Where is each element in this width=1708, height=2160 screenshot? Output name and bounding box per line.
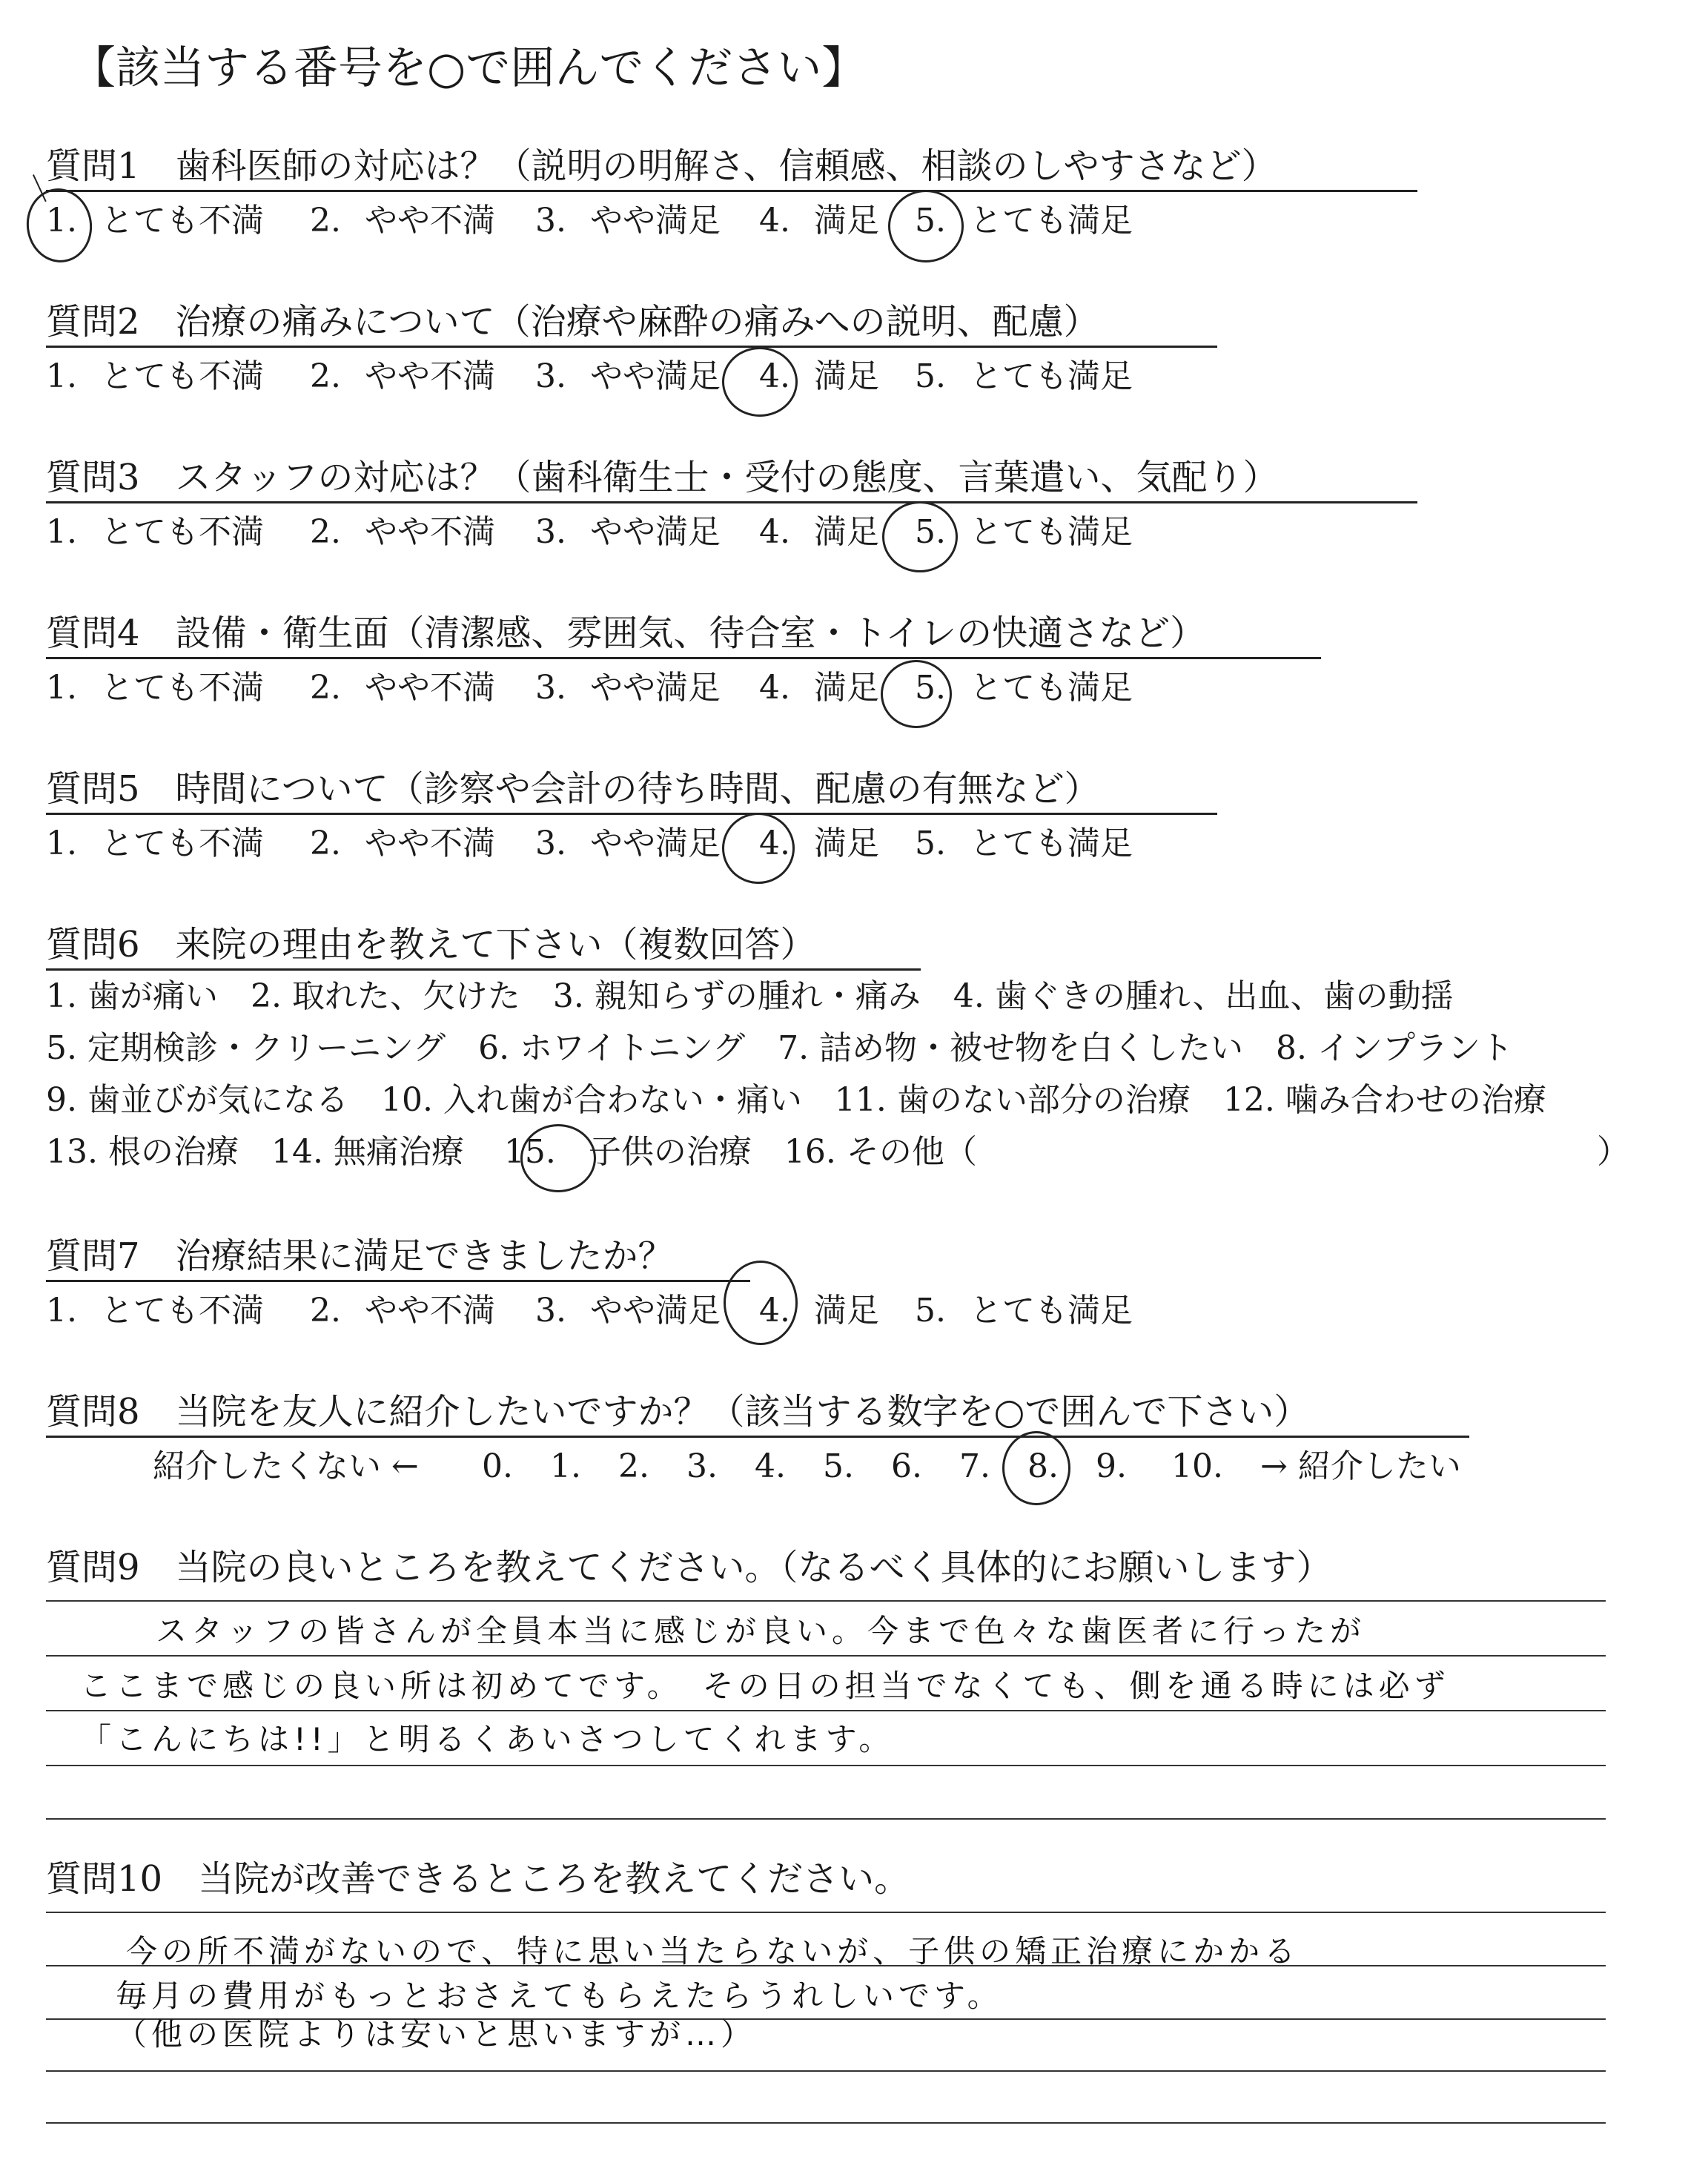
option-5-number[interactable]: 5. — [915, 513, 946, 551]
question-1-underline — [46, 190, 1417, 192]
question-8-underline — [46, 1436, 1469, 1438]
option-1-number[interactable]: 1. — [46, 513, 77, 551]
answer-rule — [46, 1655, 1606, 1657]
answer-rule — [46, 1765, 1606, 1766]
option-5-number[interactable]: 5. — [915, 825, 946, 862]
option-1-label: とても不満 — [101, 202, 264, 240]
question-4-label: 質問4 設備・衛生面（清潔感、雰囲気、待合室・トイレの快適さなど） — [46, 612, 1206, 654]
option-4-number[interactable]: 4. — [759, 513, 790, 551]
answer-10-line-2[interactable]: 毎月の費用がもっとおさえてもらえたらうれしいです。 — [116, 1978, 1003, 2014]
option-1-label: とても不満 — [101, 1292, 264, 1330]
question-5-underline — [46, 813, 1217, 815]
option-3-label: やや満足 — [590, 825, 721, 862]
option-5-number[interactable]: 5. — [915, 202, 946, 240]
option-3-number[interactable]: 3. — [535, 202, 566, 240]
question-6-row-3[interactable]: 9. 歯並びが気になる 10. 入れ歯が合わない・痛い 11. 歯のない部分の治療 12. 噛み合わせの治療 — [46, 1081, 1546, 1119]
question-9-label: 質問9 当院の良いところを教えてください。（なるべく具体的にお願いします） — [46, 1547, 1332, 1588]
option-4-label: 満足 — [814, 357, 879, 395]
option-15-number[interactable]: 15. — [503, 1133, 556, 1171]
answer-rule — [46, 1710, 1606, 1711]
handwritten-circle-q7-4 — [724, 1261, 798, 1345]
question-8-label: 質問8 当院を友人に紹介したいですか？（該当する数字を○で囲んで下さい） — [46, 1391, 1310, 1433]
answer-9-line-3[interactable]: 「こんにちは!!」と明るくあいさつしてくれます。 — [80, 1721, 895, 1757]
handwritten-circle-q6-15 — [520, 1124, 596, 1192]
option-4-label: 満足 — [814, 513, 879, 551]
question-4-underline — [46, 657, 1321, 659]
scale-left-label: 紹介したくない ← — [153, 1447, 419, 1485]
option-4-number[interactable]: 4. — [759, 202, 790, 240]
handwritten-circle-q5-4 — [722, 813, 795, 884]
scale-1[interactable]: 1. — [550, 1447, 581, 1485]
scale-7[interactable]: 7. — [959, 1447, 990, 1485]
scale-6[interactable]: 6. — [891, 1447, 922, 1485]
option-1-number[interactable]: 1. — [46, 357, 77, 395]
answer-10-line-3[interactable]: （他の医院よりは安いと思いますが…） — [116, 2016, 757, 2052]
option-5-label: とても満足 — [970, 202, 1133, 240]
option-4-label: 満足 — [814, 825, 879, 862]
option-2-number[interactable]: 2. — [310, 669, 341, 707]
handwritten-circle-q1-5 — [888, 190, 964, 262]
option-2-label: やや不満 — [365, 513, 495, 551]
option-3-number[interactable]: 3. — [535, 513, 566, 551]
question-6-row-4-end: 子供の治療 16. その他（ — [588, 1133, 977, 1171]
question-3-underline — [46, 501, 1417, 503]
scale-3[interactable]: 3. — [686, 1447, 718, 1485]
option-3-label: やや満足 — [590, 202, 721, 240]
answer-rule — [46, 2070, 1606, 2072]
option-5-label: とても満足 — [970, 1292, 1133, 1330]
option-2-label: やや不満 — [365, 1292, 495, 1330]
option-2-number[interactable]: 2. — [310, 357, 341, 395]
handwritten-circle-q3-5 — [882, 501, 958, 572]
scale-10[interactable]: 10. — [1171, 1447, 1223, 1485]
question-7-label: 質問7 治療結果に満足できましたか？ — [46, 1235, 674, 1277]
question-6-row-2[interactable]: 5. 定期検診・クリーニング 6. ホワイトニング 7. 詰め物・被せ物を白くしたい 8. インプラント — [46, 1029, 1514, 1067]
question-6-underline — [46, 968, 921, 971]
question-2-label: 質問2 治療の痛みについて（治療や麻酔の痛みへの説明、配慮） — [46, 301, 1099, 343]
option-2-label: やや不満 — [365, 669, 495, 707]
scale-0[interactable]: 0. — [482, 1447, 513, 1485]
handwritten-circle-q4-5 — [881, 660, 952, 728]
option-5-number[interactable]: 5. — [915, 669, 946, 707]
option-1-number[interactable]: 1. — [46, 1292, 77, 1330]
option-4-number[interactable]: 4. — [759, 669, 790, 707]
option-5-label: とても満足 — [970, 669, 1133, 707]
answer-rule — [46, 1912, 1606, 1913]
option-5-label: とても満足 — [970, 357, 1133, 395]
option-2-label: やや不満 — [365, 357, 495, 395]
scale-4[interactable]: 4. — [755, 1447, 786, 1485]
question-6-row-4[interactable] — [46, 1132, 977, 1173]
answer-rule — [46, 1965, 1606, 1966]
answer-10-line-1[interactable]: 今の所不満がないので、特に思い当たらないが、子供の矯正治療にかかる — [126, 1933, 1300, 1969]
other-close-paren: ） — [1597, 1133, 1629, 1171]
option-4-label: 満足 — [814, 669, 879, 707]
option-4-number[interactable]: 4. — [759, 357, 790, 395]
page-title: 【該当する番号を○で囲んでください】 — [71, 42, 867, 94]
answer-9-line-1[interactable]: スタッフの皆さんが全員本当に感じが良い。今まで色々な歯医者に行ったが — [156, 1613, 1366, 1649]
option-2-number[interactable]: 2. — [310, 513, 341, 551]
scale-5[interactable]: 5. — [823, 1447, 854, 1485]
scale-9[interactable]: 9. — [1096, 1447, 1127, 1485]
option-1-number[interactable]: 1. — [46, 669, 77, 707]
question-3-label: 質問3 スタッフの対応は？（歯科衛生士・受付の態度、言葉遣い、気配り） — [46, 457, 1279, 498]
option-3-number[interactable]: 3. — [535, 357, 566, 395]
question-7-underline — [46, 1280, 750, 1282]
option-5-label: とても満足 — [970, 825, 1133, 862]
question-5-label: 質問5 時間について（診察や会計の待ち時間、配慮の有無など） — [46, 768, 1100, 810]
answer-9-line-2[interactable]: ここまで感じの良い所は初めてです。 その日の担当でなくても、側を通る時には必ず — [80, 1668, 1450, 1704]
option-1-label: とても不満 — [101, 357, 264, 395]
option-2-number[interactable]: 2. — [310, 202, 341, 240]
scale-8[interactable]: 8. — [1027, 1447, 1059, 1485]
scale-right-label: → 紹介したい — [1260, 1447, 1461, 1485]
option-5-number[interactable]: 5. — [915, 357, 946, 395]
option-3-label: やや満足 — [590, 1292, 721, 1330]
question-6-label: 質問6 来院の理由を教えて下さい（複数回答） — [46, 924, 816, 965]
question-10-label: 質問10 当院が改善できるところを教えてください。 — [46, 1858, 910, 1900]
question-2-underline — [46, 346, 1217, 348]
option-2-label: やや不満 — [365, 825, 495, 862]
option-1-label: とても不満 — [101, 513, 264, 551]
option-1-number[interactable]: 1. — [46, 825, 77, 862]
handwritten-circle-q8-8 — [1002, 1431, 1070, 1505]
option-4-label: 満足 — [814, 202, 879, 240]
option-3-number[interactable]: 3. — [535, 825, 566, 862]
option-3-label: やや満足 — [590, 357, 721, 395]
option-2-number[interactable]: 2. — [310, 1292, 341, 1330]
option-3-label: やや満足 — [590, 669, 721, 707]
option-5-label: とても満足 — [970, 513, 1133, 551]
handwritten-circle-q1-1 — [21, 184, 96, 266]
option-1-number[interactable]: 1. — [46, 202, 77, 240]
option-1-label: とても不満 — [101, 825, 264, 862]
option-5-number[interactable]: 5. — [915, 1292, 946, 1330]
question-6-row-4-start: 13. 根の治療 14. 無痛治療 — [46, 1133, 464, 1171]
option-3-label: やや満足 — [590, 513, 721, 551]
handwritten-circle-q2-4 — [722, 347, 798, 417]
option-4-label: 満足 — [814, 1292, 879, 1330]
option-4-number[interactable]: 4. — [759, 1292, 790, 1330]
answer-rule — [46, 2122, 1606, 2124]
option-1-label: とても不満 — [101, 669, 264, 707]
option-2-number[interactable]: 2. — [310, 825, 341, 862]
answer-rule — [46, 1600, 1606, 1602]
question-6-row-1[interactable]: 1. 歯が痛い 2. 取れた、欠けた 3. 親知らずの腫れ・痛み 4. 歯ぐきの腫れ、出血、歯の動揺 — [46, 977, 1454, 1015]
question-1-label: 質問1 歯科医師の対応は？（説明の明解さ、信頼感、相談のしやすさなど） — [46, 145, 1277, 187]
option-2-label: やや不満 — [365, 202, 495, 240]
option-3-number[interactable]: 3. — [535, 669, 566, 707]
scale-2[interactable]: 2. — [618, 1447, 649, 1485]
option-4-number[interactable]: 4. — [759, 825, 790, 862]
answer-rule — [46, 1818, 1606, 1820]
option-3-number[interactable]: 3. — [535, 1292, 566, 1330]
